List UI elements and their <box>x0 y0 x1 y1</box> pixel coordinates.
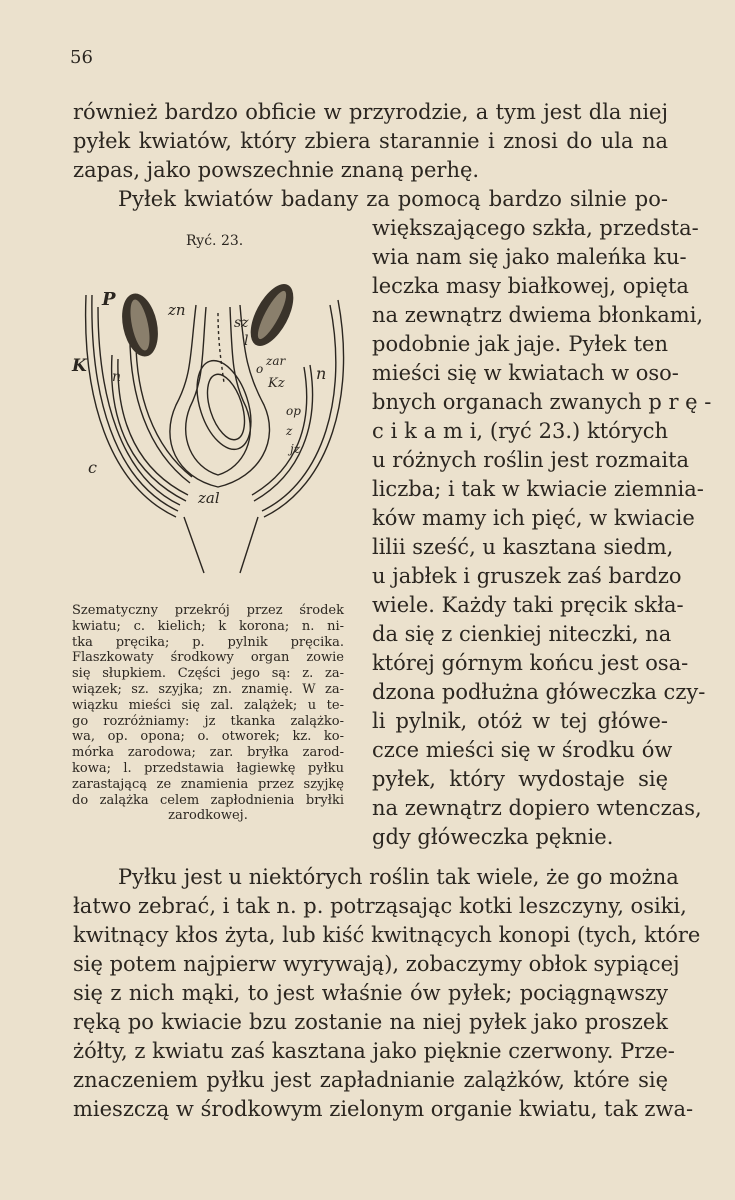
label-k: K <box>72 356 87 376</box>
caption-line: zarastającą ze znamienia przez szyjkę <box>72 776 344 792</box>
text-line: mieści się w kwiatach w oso- <box>372 361 679 385</box>
label-l: l <box>244 333 249 349</box>
text-line: podobnie jak jaje. Pyłek ten <box>372 332 668 356</box>
caption-line: tka pręcika; p. pylnik pręcika. <box>72 634 344 650</box>
text-line: na zewnątrz dopiero wtenczas, <box>372 796 702 820</box>
label-zn: zn <box>168 301 186 319</box>
text-line: żółty, z kwiatu zaś kasztana jako pięknie czerwony. Prze- <box>73 1039 675 1063</box>
label-zal: zal <box>198 489 220 507</box>
label-jz: jz <box>290 442 301 456</box>
text-line: kwitnący kłos żyta, lub kiść kwitnących konopi (tych, które <box>73 923 701 947</box>
caption-line: Szematyczny przekrój przez środek <box>72 603 344 618</box>
text-line: zapas, jako powszechnie znaną perhę. <box>73 158 480 182</box>
caption-line: do zalążka celem zapłodnienia bryłki <box>72 792 344 808</box>
text-line: czce mieści się w środku ów <box>372 738 673 762</box>
page-number: 56 <box>70 47 93 68</box>
text-line: pyłek, który wydostaje się <box>372 767 668 791</box>
label-op: op <box>286 404 301 418</box>
text-line: znaczeniem pyłku jest zapładnianie zalążków, które się <box>73 1068 668 1092</box>
label-zar: zar <box>266 354 286 368</box>
figure-caption <box>72 603 344 824</box>
text-line: mieszczą w środkowym zielonym organie kwiatu, tak zwa- <box>73 1097 694 1121</box>
text-line: Pyłku jest u niektórych roślin tak wiele, że go można <box>118 865 679 889</box>
caption-line: go rozróżniamy: jz tkanka zalążko- <box>72 713 344 729</box>
caption-line: kwiatu; c. kielich; k korona; n. ni- <box>72 618 344 634</box>
caption-line: Flaszkowaty środkowy organ zowie <box>72 650 344 666</box>
text-line: wia nam się jako maleńka ku- <box>372 245 687 269</box>
label-c: c <box>88 458 97 477</box>
label-o: o <box>256 362 264 376</box>
label-z: z <box>286 424 293 438</box>
caption-line: zarodkowej. <box>168 808 248 824</box>
label-p: P <box>102 289 116 310</box>
label-kz: Kz <box>268 376 285 391</box>
caption-line: wa, op. opona; o. otworek; kz. ko- <box>72 729 344 745</box>
text-line: na zewnątrz dwiema błonkami, <box>372 303 704 327</box>
text-line: da się z cienkiej niteczki, na <box>372 622 672 646</box>
text-line: leczka masy białkowej, opięta <box>372 274 689 298</box>
caption-line: mórka zarodowa; zar. bryłka zarod- <box>72 745 344 761</box>
caption-line: wiązek; sz. szyjka; zn. znamię. W za- <box>72 681 344 697</box>
text-line: u jabłek i gruszek zaś bardzo <box>372 564 682 588</box>
text-line: się potem najpierw wyrywają), zobaczymy obłok sypiącej <box>73 952 680 976</box>
caption-line: wiązku mieści się zal. zalążek; u te- <box>72 697 344 713</box>
text-line: również bardzo obficie w przyrodzie, a tym jest dla niej <box>73 100 668 124</box>
text-line: łatwo zebrać, i tak n. p. potrząsając kotki leszczyny, osiki, <box>73 894 687 918</box>
caption-line: kowa; l. przedstawia łagiewkę pyłku <box>72 760 344 776</box>
label-sz: sz <box>234 315 249 331</box>
text-line: pyłek kwiatów, który zbiera starannie i znosi do ula na <box>73 129 668 153</box>
label-n-right: n <box>316 364 327 383</box>
text-line: której górnym końcu jest osa- <box>372 651 689 675</box>
text-line: liczba; i tak w kwiacie ziemnia- <box>372 477 704 501</box>
text-line: wiele. Każdy taki pręcik skła- <box>372 593 684 617</box>
text-line: u różnych roślin jest rozmaita <box>372 448 690 472</box>
figure-label: Ryć. 23. <box>186 233 244 249</box>
text-line: lilii sześć, u kasztana siedm, <box>372 535 674 559</box>
caption-line: się słupkiem. Części jego są: z. za- <box>72 666 344 682</box>
text-line: większającego szkła, przedsta- <box>372 216 699 240</box>
text-line: ków mamy ich pięć, w kwiacie <box>372 506 695 530</box>
text-line: ręką po kwiacie bzu zostanie na niej pyłek jako proszek <box>73 1010 668 1034</box>
text-line: dzona podłużna główeczka czy- <box>372 680 706 704</box>
text-line: c i k a m i, (ryć 23.) których <box>372 419 668 443</box>
text-line: bnych organach zwanych p r ę - <box>372 390 712 414</box>
label-n-left: n <box>112 369 122 385</box>
text-line: się z nich mąki, to jest właśnie ów pyłek; pociągnąwszy <box>73 981 668 1005</box>
flower-cross-section-diagram <box>68 255 368 595</box>
text-line: gdy główeczka pęknie. <box>372 825 614 849</box>
text-line: li pylnik, otóż w tej główe- <box>372 709 668 733</box>
text-line: Pyłek kwiatów badany za pomocą bardzo silnie po- <box>118 187 668 211</box>
